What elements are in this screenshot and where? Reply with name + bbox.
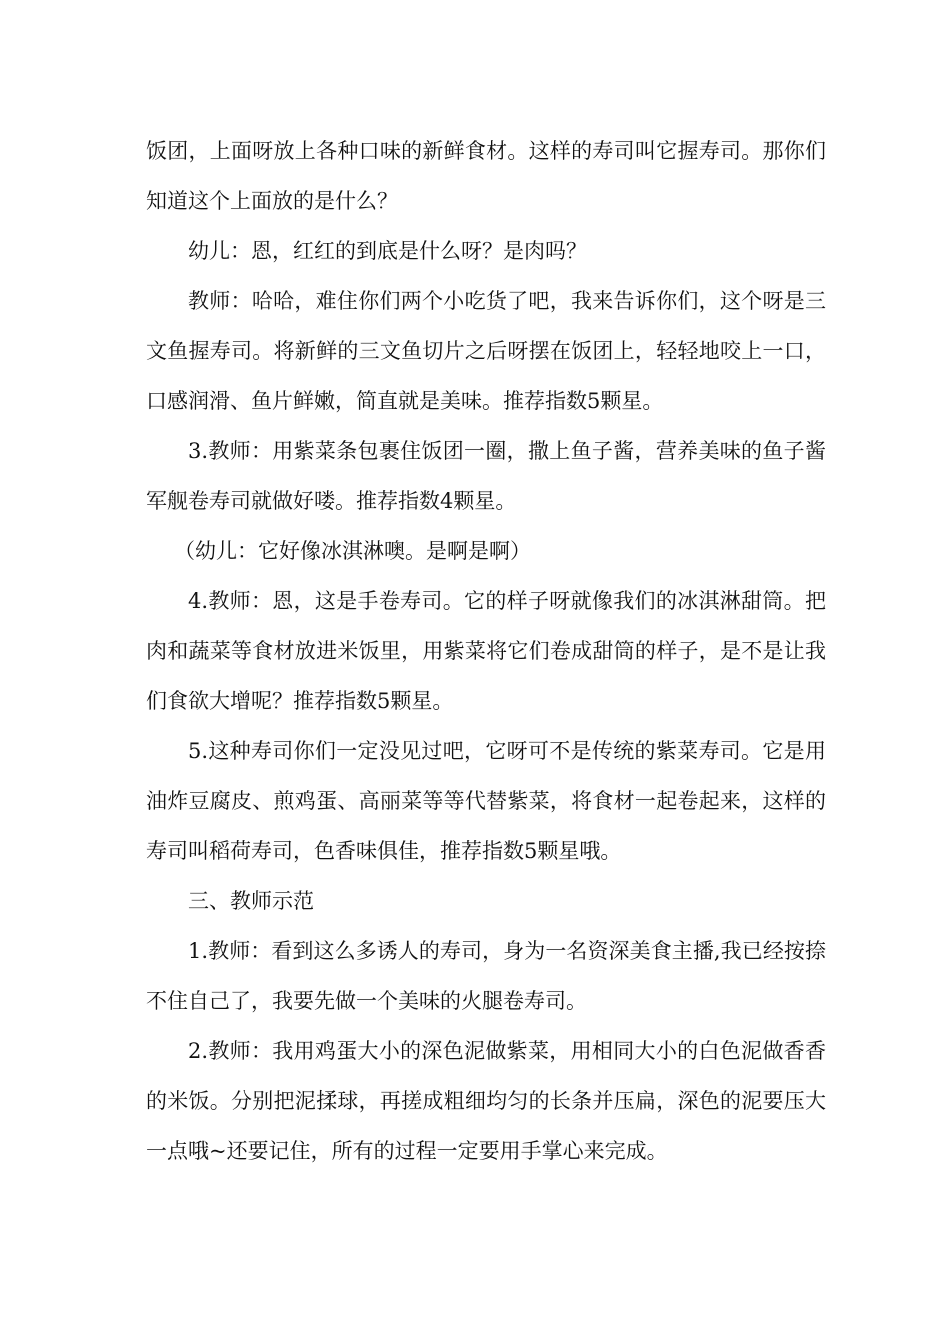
paragraph-demo-step-1: 1.教师：看到这么多诱人的寿司，身为一名资深美食主播,我已经按捺不住自己了，我要先做一个美味的火腿卷寿司。 — [146, 939, 826, 1013]
paragraph-demo-step-2: 2.教师：我用鸡蛋大小的深色泥做紫菜，用相同大小的白色泥做香香的米饭。分别把泥揉球，再搓成粗细均匀的长条并压扁，深色的泥要压大一点哦~还要记住，所有的过程一定要用手掌心来完成。 — [146, 1039, 826, 1163]
paragraph-gunkan-roll: 3.教师：用紫菜条包裹住饭团一圈，撒上鱼子酱，营养美味的鱼子酱军舰卷寿司就做好喽。推荐指数4颗星。 — [146, 439, 826, 513]
document-body — [146, 126, 826, 1176]
paragraph-hand-roll: 4.教师：恩，这是手卷寿司。它的样子呀就像我们的冰淇淋甜筒。把肉和蔬菜等食材放进米饭里，用紫菜将它们卷成甜筒的样子，是不是让我们食欲大增呢？推荐指数5颗星。 — [146, 589, 826, 713]
paragraph-continuation: 饭团，上面呀放上各种口味的新鲜食材。这样的寿司叫它握寿司。那你们知道这个上面放的是什么？ — [146, 139, 826, 213]
section-heading-teacher-demo: 三、教师示范 — [188, 889, 314, 913]
paragraph-child-question: 幼儿：恩，红红的到底是什么呀？是肉吗？ — [188, 239, 587, 263]
paragraph-child-remark: （幼儿：它好像冰淇淋噢。是啊是啊） — [174, 539, 531, 563]
paragraph-salmon-nigiri: 教师：哈哈，难住你们两个小吃货了吧，我来告诉你们，这个呀是三文鱼握寿司。将新鲜的三文鱼切片之后呀摆在饭团上，轻轻地咬上一口，口感润滑、鱼片鲜嫩，简直就是美味。推荐指数5颗星。 — [146, 289, 826, 413]
paragraph-inari-sushi: 5.这种寿司你们一定没见过吧，它呀可不是传统的紫菜寿司。它是用油炸豆腐皮、煎鸡蛋、高丽菜等等代替紫菜，将食材一起卷起来，这样的寿司叫稻荷寿司，色香味俱佳，推荐指数5颗星哦。 — [146, 739, 826, 863]
